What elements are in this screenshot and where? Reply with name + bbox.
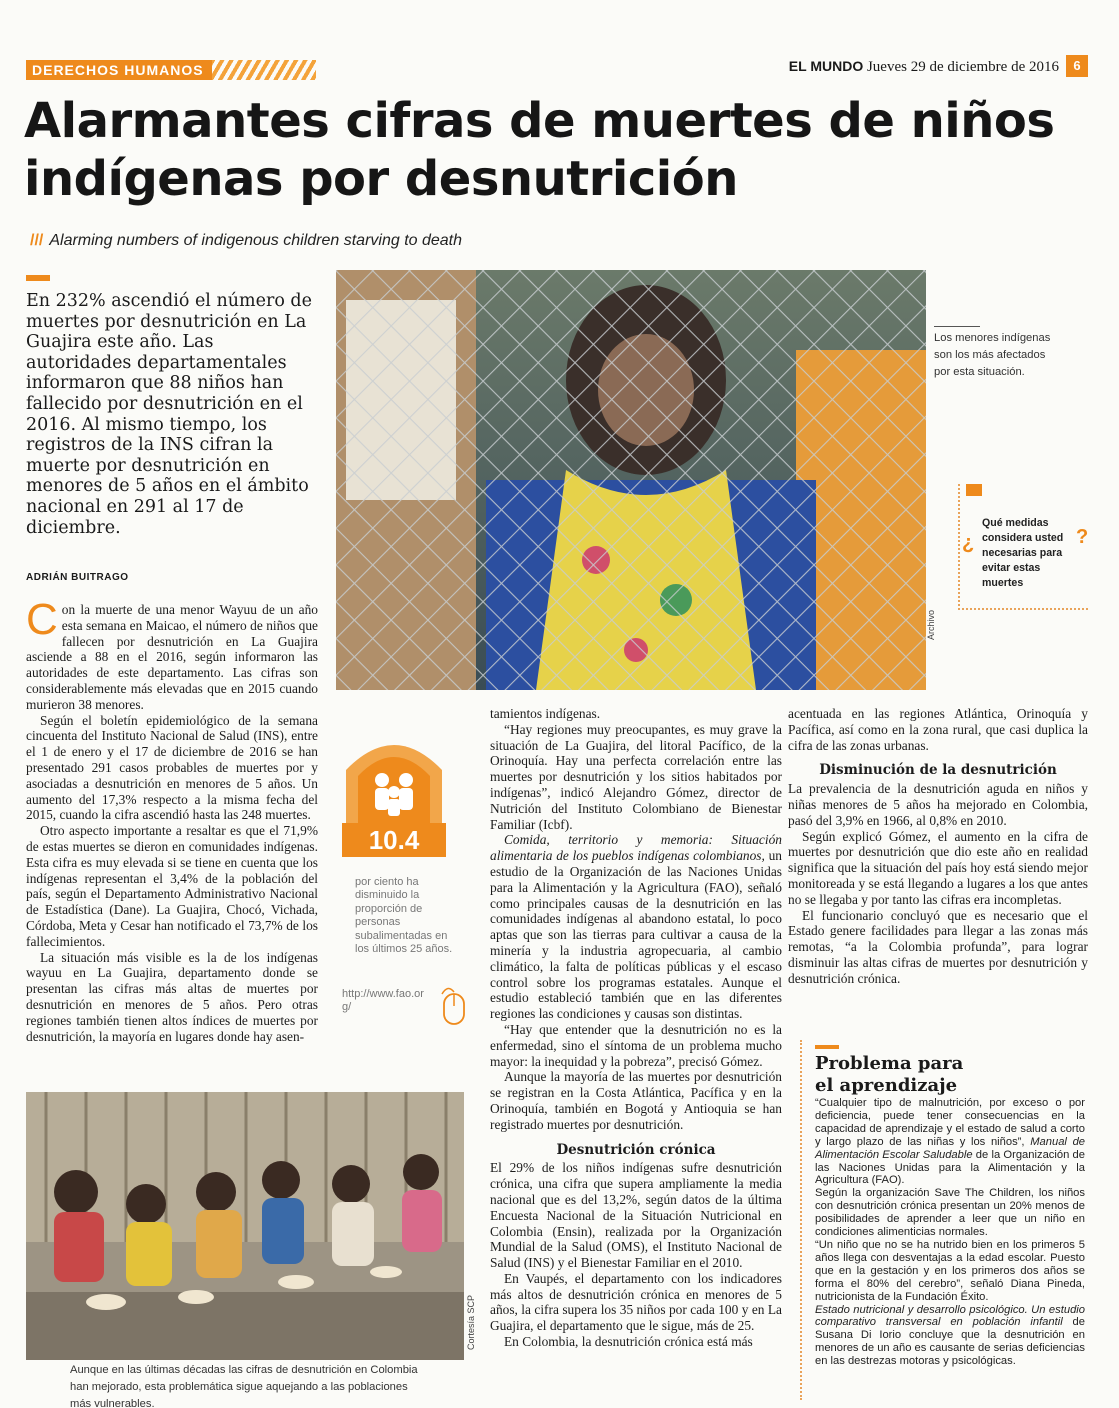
article-paragraph: [490, 832, 782, 1022]
paragraph-text: de Susana Di Iorio concluye que la desnutrición en menores de un año es causante de serias deficiencias en las destrezas motoras y psicológicas.: [815, 1316, 1085, 1368]
sidebar-border: [800, 1040, 802, 1400]
article-paragraph: En Vaupés, el departamento con los indicadores más altos de desnutrición crónica en menores de 5 años, la cifra supera los 35 niños por cada 100 y en La Guajira, el departamento que le sigue, más de 25.: [490, 1270, 782, 1334]
question-text: Qué medidas considera usted necesarias para evitar estas muertes: [982, 517, 1064, 589]
section-tag: [26, 60, 316, 80]
article-column-3: [788, 706, 1088, 987]
subhead-slashes: ///: [30, 232, 44, 249]
article-paragraph: Según el boletín epidemiológico de la semana cincuenta del Instituto Nacional de Salud (INS), entre el 1 de enero y el 17 de diciembre de 2016 se han presentado 291 casos probables de muertes por y asociadas a desnutrición en menores de 5 años. Un aumento del 17,3% respecto a la misma fecha del 2015, cuando la cifra ascendió hasta las 248 muertes.: [26, 712, 318, 823]
sidebar-paragraph: Según la organización Save The Children, los niños con desnutrición crónica presentan un 20% menos de posibilidades de aprender a leer que un niño en condiciones alimenticias normales.: [815, 1187, 1085, 1239]
article-paragraph: El funcionario concluyó que es necesario que el Estado genere facilidades para llegar a las zonas más remotas, “a la Colombia profunda”, para lograr disminuir las altas cifras de muertes por desnutrición y desnutrición crónica.: [788, 907, 1088, 986]
question-mark-close: ?: [1076, 526, 1089, 548]
main-photo: [336, 270, 926, 690]
article-paragraph: “Hay regiones muy preocupantes, es muy grave la situación de La Guajira, del litoral Pacífico, de la Orinoquía. Hay una perfecta correlación entre las muertes por desnutrición y los sitios habitados por indígenas”, indicó Alejandro Gómez, director de Nutrición del Instituto Colombiano de Bienestar Familiar (Icbf).: [490, 721, 782, 832]
subheading: Disminución de la desnutrición: [819, 762, 1057, 779]
subheading: Desnutrición crónica: [556, 1141, 716, 1158]
mouse-icon: [440, 984, 468, 1026]
article-paragraph: El 29% de los niños indígenas sufre desnutrición crónica, una cifra que supera ampliamente la media nacional que es del 13,2%, según datos de la última Encuesta Nacional de la Situación Nutricional en Colombia (Ensin), realizada por la Organización Mundial de la Salud (OMS), el Instituto Nacional de Salud (INS) y el Bienestar Familiar en el 2010.: [490, 1160, 782, 1271]
sidebar-paragraph: “Un niño que no se ha nutrido bien en los primeros 5 años llega con desventajas a la edad escolar. Puesto que en la gestación y en los primeros dos años se forma el 80% del cerebro”, señaló Diana Pineda, nutricionista de la Fundación Éxito.: [815, 1238, 1085, 1303]
photo-credit: Cortesía SCP: [466, 1294, 476, 1350]
study-title: Comida, territorio y memoria: Situación alimentaria de los pueblos indígenas colombianos,: [490, 832, 782, 864]
section-tag-label: DERECHOS HUMANOS: [26, 60, 212, 80]
article-paragraph: tamientos indígenas.: [490, 706, 601, 721]
article-column-2: [490, 706, 782, 1350]
sidebar-accent: [815, 1045, 839, 1049]
subhead-text: Alarming numbers of indigenous children starving to death: [49, 232, 463, 249]
question-mark-open: ¿: [962, 532, 975, 554]
sidebar-title: Problema para el aprendizaje: [815, 1053, 964, 1096]
paragraph-text: “Cualquier tipo de malnutrición, por exceso o por deficiencia, puede tener consecuencias en la capacidad de aprendizaje y el estado de salud a corto y largo plazo de las niñas y los niños”,: [815, 1097, 1085, 1148]
sidebar-paragraph: [815, 1097, 1085, 1187]
sidebar-text: [815, 1097, 1085, 1368]
stat-text: por ciento ha disminuido la proporción de personas subalimentadas en los últimos 25 años.: [355, 876, 453, 956]
article-paragraph: En Colombia, la desnutrición crónica está más: [504, 1334, 753, 1350]
article-column-1: [26, 595, 318, 1044]
paragraph-text: on la muerte de una menor Wayuu de un año esta semana en Maicao, el número de niños que fallecen por desnutrición en La Guajira asciende a 88 en el 2016, según informaron las autoridades de este departamento. Las cifras son considerablemente más elevadas que en 2015 cuando murieron 38 menores.: [26, 602, 318, 712]
paragraph-text: de la Organización de las Naciones Unidas para la Alimentación y la Agricultura (FAO).: [815, 1148, 1085, 1187]
article-paragraph: “Hay que entender que la desnutrición no es la enfermedad, sino el síntoma de un problema mucho mayor: la inequidad y la pobreza”, precisó Gómez.: [490, 1021, 782, 1069]
photo-credit: Archivo: [926, 609, 936, 640]
stat-link[interactable]: http://www.fao.org/: [342, 988, 424, 1013]
masthead: [789, 58, 1059, 76]
article-paragraph: Otro aspecto importante a resaltar es que el 71,9% de estas muertes se dieron en comunidades indígenas. Esta cifra es muy elevada si se tiene en cuenta que los indígenas representan el 3,4% de la población del país, según el Departamento Administrativo Nacional de Estadística (Dane). La Guajira, Chocó, Vichada, Córdoba, Meta y Cesar han notificado el 73,7% de los fallecimientos.: [26, 823, 318, 949]
photo-caption: Los menores indígenas son los más afectados por esta situación.: [934, 330, 1064, 381]
byline: ADRIÁN BUITRAGO: [26, 572, 129, 583]
photo-caption: Aunque en las últimas décadas las cifras de desnutrición en Colombia han mejorado, esta problemática sigue aquejando a las poblaciones más vulnerables.: [70, 1364, 418, 1408]
photo-children-sitting: [26, 1092, 464, 1360]
photo-child-fence: [336, 270, 926, 690]
lead-paragraph: En 232% ascendió el número de muertes por desnutrición en La Guajira este año. Las autoridades departamentales informaron que 88 niños han fallecido por desnutrición en el 2016. Al mismo tiempo, los registros de la INS cifran la muerte por desnutrición en menores de 5 años en el ámbito nacional en 291 al 17 de diciembre.: [26, 291, 312, 538]
issue-date: Jueves 29 de diciembre de 2016: [866, 59, 1059, 75]
people-icon: [342, 730, 446, 826]
article-paragraph: La prevalencia de la desnutrición aguda en niños y niñas menores de 5 años ha mejorado en Colombia, pasó del 3,9% en 1966, al 0,8% en 2010.: [788, 781, 1088, 828]
headline: Alarmantes cifras de muertes de niños indígenas por desnutrición: [24, 93, 1055, 207]
article-paragraph: La situación más visible es la de los indígenas wayuu en La Guajira, departamento donde se presentan las cifras más altas de muertes por desnutrición en menores de 5 años. Pero otras regiones también tienen altos índices de muertes por desnutrición, la mayoría en lugares donde hay asen-: [26, 949, 318, 1044]
drop-cap: C: [26, 595, 58, 644]
article-paragraph: Aunque la mayoría de las muertes por desnutrición se registran en la Costa Atlántica, Pacífica y en la Orinoquía, también en Bogotá y Antioquia se han registrado muertes por desnutrición.: [490, 1069, 782, 1132]
paper-name: EL MUNDO: [788, 58, 864, 74]
subhead: [30, 232, 462, 250]
manual-title: Manual de Alimentación Escolar Saludable: [815, 1135, 1086, 1161]
children-photo: [26, 1092, 464, 1360]
stat-number: 10.4: [342, 823, 446, 857]
article-paragraph: acentuada en las regiones Atlántica, Orinoquía y Pacífica, así como en la zona rural, que casi duplica la cifra de las zonas urbanas.: [788, 706, 1088, 753]
page-number: 6: [1066, 55, 1088, 77]
paragraph-text: un estudio de la Organización de las Naciones Unidas para la Alimentación y la Agricultura (FAO), señaló como principales causas de la desnutrición en las comunidades indígenas al abandono estatal, lo poco aptas que son las tierras para cultivar a causa de la minería y la industria agropecuaria, al cambio climático, la falta de políticas públicas y el escaso control sobre los programas estatales. Aunque el estudio estableció también que en las diferentes regiones las condiciones y causas son distintas.: [490, 848, 782, 1022]
question-accent: [966, 484, 982, 496]
study-title: Estado nutricional y desarrollo psicológico. Un estudio comparativo transversal en población infantil: [815, 1303, 1085, 1329]
article-paragraph: Según explicó Gómez, el aumento en la cifra de muertes por desnutrición que dio este año en realidad significa que la situación del país hoy está siendo mejor monitoreada y se está llegando a lugares a los que antes no se llegaba y por tanto las cifras era incompletas.: [788, 828, 1088, 907]
sidebar-paragraph: [815, 1304, 1085, 1369]
article-paragraph: [26, 595, 318, 713]
lead-accent-bar: [26, 275, 50, 281]
